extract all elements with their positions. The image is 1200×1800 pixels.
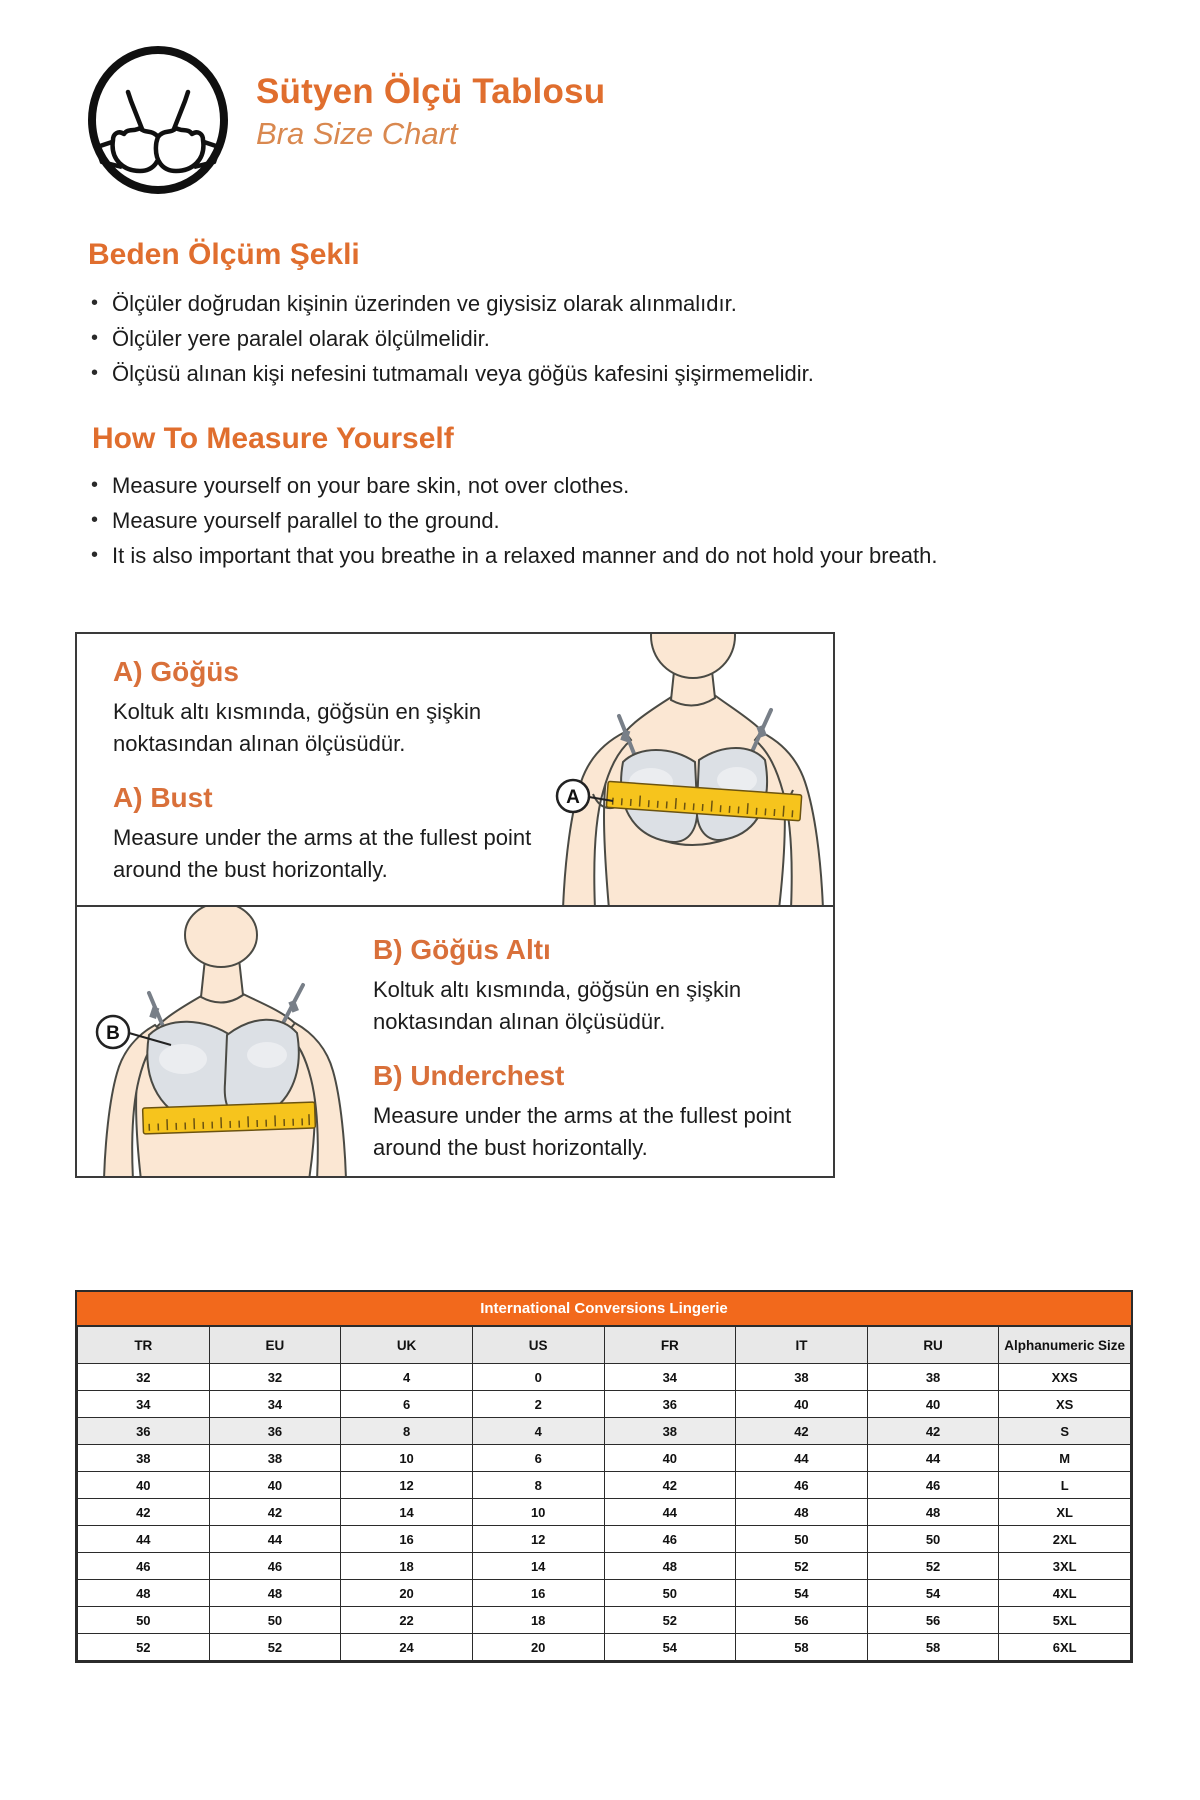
- section-heading-en: How To Measure Yourself: [92, 422, 454, 455]
- size-cell: 54: [736, 1580, 868, 1607]
- size-cell: 40: [78, 1472, 210, 1499]
- size-cell: 6: [472, 1445, 604, 1472]
- column-header-fr: FR: [604, 1327, 736, 1364]
- page-subtitle: Bra Size Chart: [256, 116, 458, 151]
- size-cell: 50: [736, 1526, 868, 1553]
- instructions-en: [86, 468, 1066, 573]
- size-cell: 12: [341, 1472, 473, 1499]
- size-cell: 14: [341, 1499, 473, 1526]
- size-cell: 42: [209, 1499, 341, 1526]
- table-header-row: [78, 1327, 1131, 1364]
- size-cell: 18: [341, 1553, 473, 1580]
- size-cell: 24: [341, 1634, 473, 1661]
- size-cell: 46: [867, 1472, 999, 1499]
- size-cell: 20: [472, 1634, 604, 1661]
- figure-b-illustration: [83, 907, 383, 1176]
- head: [185, 907, 257, 967]
- size-table-body: [78, 1364, 1131, 1661]
- table-row: [78, 1364, 1131, 1391]
- page-title: Sütyen Ölçü Tablosu: [256, 72, 606, 111]
- panel-b-text: [373, 934, 793, 1186]
- size-cell: 8: [472, 1472, 604, 1499]
- size-conversion-table: [75, 1290, 1133, 1663]
- size-cell: 42: [736, 1418, 868, 1445]
- size-cell: 20: [341, 1580, 473, 1607]
- size-cell: 48: [209, 1580, 341, 1607]
- size-cell: 34: [78, 1391, 210, 1418]
- size-cell: 4: [341, 1364, 473, 1391]
- column-header-alphanumeric: Alphanumeric Size: [999, 1327, 1131, 1364]
- size-cell: XXS: [999, 1364, 1131, 1391]
- size-cell: 44: [867, 1445, 999, 1472]
- size-cell: 14: [472, 1553, 604, 1580]
- table-row: [78, 1418, 1131, 1445]
- section-heading-tr: Beden Ölçüm Şekli: [88, 238, 360, 271]
- panel-b-heading-tr: B) Göğüs Altı: [373, 934, 551, 965]
- table-row: [78, 1634, 1131, 1661]
- panel-a-heading-tr: A) Göğüs: [113, 656, 239, 687]
- size-cell: 38: [867, 1364, 999, 1391]
- bullet-item: • It is also important that you breathe in a relaxed manner and do not hold your breath.: [86, 538, 1066, 573]
- size-cell: 54: [604, 1634, 736, 1661]
- size-cell: 40: [604, 1445, 736, 1472]
- column-header-ru: RU: [867, 1327, 999, 1364]
- size-cell: 48: [604, 1553, 736, 1580]
- size-cell: 52: [209, 1634, 341, 1661]
- size-cell: XL: [999, 1499, 1131, 1526]
- measurement-diagram: [75, 632, 835, 1178]
- size-cell: 6XL: [999, 1634, 1131, 1661]
- size-cell: 52: [867, 1553, 999, 1580]
- size-cell: 40: [209, 1472, 341, 1499]
- size-cell: 48: [736, 1499, 868, 1526]
- size-cell: 50: [867, 1526, 999, 1553]
- size-cell: 48: [78, 1580, 210, 1607]
- size-cell: 52: [604, 1607, 736, 1634]
- size-cell: 44: [736, 1445, 868, 1472]
- size-cell: 10: [341, 1445, 473, 1472]
- size-cell: 3XL: [999, 1553, 1131, 1580]
- table-row: [78, 1607, 1131, 1634]
- size-cell: 44: [78, 1526, 210, 1553]
- column-header-it: IT: [736, 1327, 868, 1364]
- size-cell: 46: [209, 1553, 341, 1580]
- size-cell: 46: [736, 1472, 868, 1499]
- size-cell: 6: [341, 1391, 473, 1418]
- size-cell: 36: [209, 1418, 341, 1445]
- size-cell: 38: [604, 1418, 736, 1445]
- panel-b-desc-tr: Koltuk altı kısmında, göğsün en şişkin noktasından alınan ölçüsüdür.: [373, 977, 742, 1034]
- size-cell: 40: [867, 1391, 999, 1418]
- size-cell: 38: [209, 1445, 341, 1472]
- size-cell: 5XL: [999, 1607, 1131, 1634]
- bullet-item: • Ölçüler yere paralel olarak ölçülmelidir.: [86, 321, 814, 356]
- size-cell: 54: [867, 1580, 999, 1607]
- size-cell: 56: [867, 1607, 999, 1634]
- table-row: [78, 1580, 1131, 1607]
- size-cell: 18: [472, 1607, 604, 1634]
- figure-a-illustration: [513, 634, 833, 905]
- table-row: [78, 1391, 1131, 1418]
- size-cell: 42: [867, 1418, 999, 1445]
- table-row: [78, 1445, 1131, 1472]
- size-cell: 32: [209, 1364, 341, 1391]
- column-header-us: US: [472, 1327, 604, 1364]
- size-cell: 52: [736, 1553, 868, 1580]
- table-row: [78, 1526, 1131, 1553]
- table-row: [78, 1553, 1131, 1580]
- panel-a-desc-en: Measure under the arms at the fullest point around the bust horizontally.: [113, 825, 532, 882]
- bullet-item: • Measure yourself on your bare skin, not over clothes.: [86, 468, 1066, 503]
- size-cell: 38: [78, 1445, 210, 1472]
- size-cell: 44: [209, 1526, 341, 1553]
- size-cell: 38: [736, 1364, 868, 1391]
- panel-b-heading-en: B) Underchest: [373, 1060, 565, 1091]
- size-cell: 48: [867, 1499, 999, 1526]
- size-cell: 58: [736, 1634, 868, 1661]
- size-cell: 12: [472, 1526, 604, 1553]
- size-cell: 4: [472, 1418, 604, 1445]
- size-cell: 52: [78, 1634, 210, 1661]
- size-cell: 40: [736, 1391, 868, 1418]
- bra-logo-icon: [84, 44, 232, 196]
- size-cell: 16: [341, 1526, 473, 1553]
- size-cell: 58: [867, 1634, 999, 1661]
- size-cell: 36: [78, 1418, 210, 1445]
- size-cell: 34: [604, 1364, 736, 1391]
- size-cell: 42: [604, 1472, 736, 1499]
- size-cell: 50: [78, 1607, 210, 1634]
- size-cell: 4XL: [999, 1580, 1131, 1607]
- size-cell: 36: [604, 1391, 736, 1418]
- size-cell: 2XL: [999, 1526, 1131, 1553]
- size-cell: L: [999, 1472, 1131, 1499]
- size-cell: 42: [78, 1499, 210, 1526]
- table-row: [78, 1472, 1131, 1499]
- column-header-uk: UK: [341, 1327, 473, 1364]
- size-cell: S: [999, 1418, 1131, 1445]
- size-cell: 50: [604, 1580, 736, 1607]
- panel-a-heading-en: A) Bust: [113, 782, 213, 813]
- marker-a-label: A: [566, 787, 580, 808]
- size-cell: 44: [604, 1499, 736, 1526]
- size-cell: 0: [472, 1364, 604, 1391]
- size-cell: 10: [472, 1499, 604, 1526]
- size-cell: 50: [209, 1607, 341, 1634]
- size-cell: XS: [999, 1391, 1131, 1418]
- column-header-tr: TR: [78, 1327, 210, 1364]
- panel-a-text: [113, 656, 533, 908]
- measuring-tape-underbust: [143, 1102, 316, 1134]
- panel-b-desc-en: Measure under the arms at the fullest point around the bust horizontally.: [373, 1103, 792, 1160]
- head: [651, 634, 735, 678]
- size-cell: 56: [736, 1607, 868, 1634]
- size-cell: 34: [209, 1391, 341, 1418]
- table-row: [78, 1499, 1131, 1526]
- instructions-tr: [86, 286, 814, 391]
- size-cell: 2: [472, 1391, 604, 1418]
- panel-a-desc-tr: Koltuk altı kısmında, göğsün en şişkin noktasından alınan ölçüsüdür.: [113, 699, 482, 756]
- size-cell: 16: [472, 1580, 604, 1607]
- size-cell: 8: [341, 1418, 473, 1445]
- size-cell: 32: [78, 1364, 210, 1391]
- table-caption: International Conversions Lingerie: [77, 1292, 1131, 1326]
- size-cell: 22: [341, 1607, 473, 1634]
- marker-b-label: B: [106, 1023, 120, 1044]
- size-cell: M: [999, 1445, 1131, 1472]
- size-cell: 46: [604, 1526, 736, 1553]
- bullet-item: • Measure yourself parallel to the ground.: [86, 503, 1066, 538]
- bullet-item: • Ölçüler doğrudan kişinin üzerinden ve giysisiz olarak alınmalıdır.: [86, 286, 814, 321]
- size-cell: 46: [78, 1553, 210, 1580]
- bullet-item: • Ölçüsü alınan kişi nefesini tutmamalı veya göğüs kafesini şişirmemelidir.: [86, 356, 814, 391]
- column-header-eu: EU: [209, 1327, 341, 1364]
